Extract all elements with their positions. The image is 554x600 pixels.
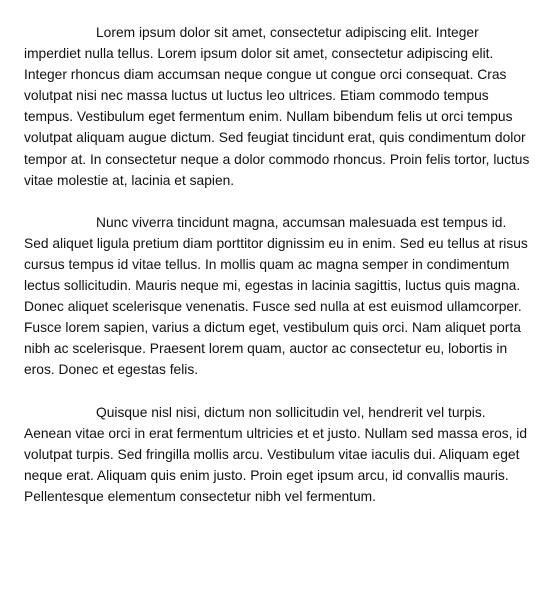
paragraph-1: Lorem ipsum dolor sit amet, consectetur adipiscing elit. Integer imperdiet nulla tellus. Lorem ipsum dolor sit amet, consectetur adipiscing elit. Integer rhoncus diam accumsan neque congue ut congue orci consequat. Cras volutpat nisi nec massa luctus ut luctus leo ultrices. Etiam commodo tempus tempus. Vestibulum eget fermentum enim. Nullam bibendum felis ut orci tempus volutpat aliquam augue dictum. Sed feugiat tincidunt erat, quis condimentum dolor tempor at. In consectetur neque a dolor commodo rhoncus. Proin felis tortor, luctus vitae molestie at, lacinia et sapien. (24, 25, 530, 188)
paragraph-2: Nunc viverra tincidunt magna, accumsan malesuada est tempus id. Sed aliquet ligula pretium diam porttitor dignissim eu in enim. Sed eu tellus at risus cursus tempus id vitae tellus. In mollis quam ac magna semper in condimentum lectus sollicitudin. Mauris neque mi, egestas in lacinia sagittis, luctus quis magna. Donec aliquet scelerisque venenatis. Fusce sed nulla at est euismod ullamcorper. Fusce lorem sapien, varius a dictum eget, vestibulum quis orci. Nam aliquet porta nibh ac scelerisque. Praesent lorem quam, auctor ac consectetur eu, lobortis in eros. Donec et egestas felis. (24, 214, 528, 378)
document-body (24, 22, 534, 528)
paragraph-3: Quisque nisl nisi, dictum non sollicitudin vel, hendrerit vel turpis. Aenean vitae orci in erat fermentum ultricies et et justo. Nullam sed massa eros, id volutpat turpis. Sed fringilla mollis arcu. Vestibulum vitae iaculis dui. Aliquam eget neque erat. Aliquam quis enim justo. Proin eget ipsum arcu, id convallis mauris. Pellentesque elementum consectetur nibh vel fermentum. (24, 404, 528, 504)
